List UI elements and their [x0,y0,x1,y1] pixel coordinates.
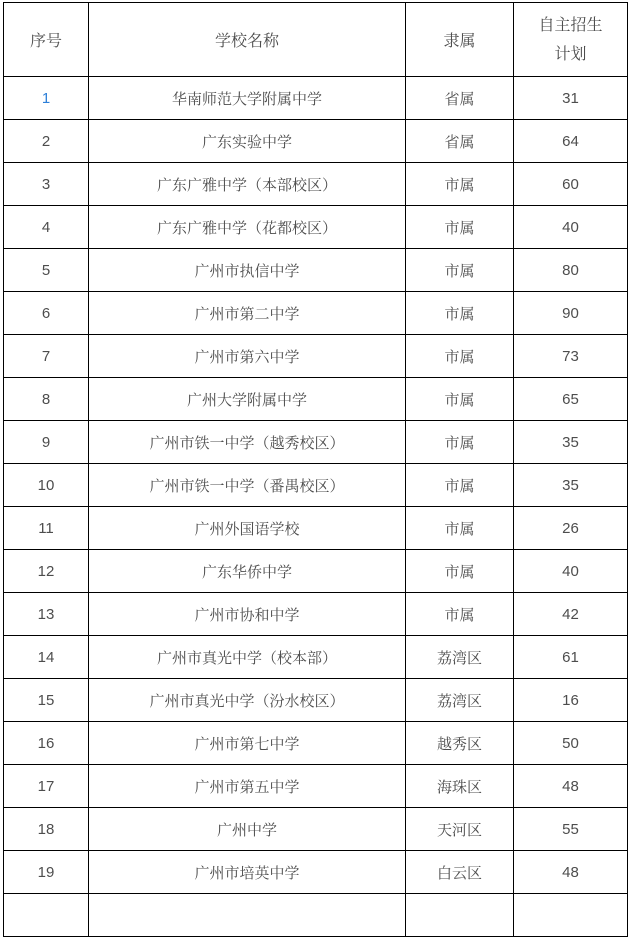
empty-cell [4,894,89,937]
affiliation-cell: 荔湾区 [406,636,514,679]
header-school-name [89,3,406,77]
table-row [4,249,628,292]
table-row [4,378,628,421]
header-plan-label-line2: 计划 [554,45,587,63]
row-index-cell: 14 [4,636,89,679]
table-row [4,722,628,765]
plan-count-cell: 80 [514,249,628,292]
plan-count-cell: 40 [514,206,628,249]
partial-row [4,894,628,937]
plan-count-cell: 90 [514,292,628,335]
table-row [4,206,628,249]
plan-count-cell: 65 [514,378,628,421]
row-index-cell: 8 [4,378,89,421]
row-index-cell: 2 [4,120,89,163]
plan-count-cell: 48 [514,765,628,808]
row-index-cell: 7 [4,335,89,378]
header-affiliation [406,3,514,77]
affiliation-cell: 市属 [406,593,514,636]
affiliation-cell: 市属 [406,464,514,507]
affiliation-cell: 省属 [406,120,514,163]
affiliation-cell: 省属 [406,77,514,120]
row-index-cell: 19 [4,851,89,894]
school-name-cell: 广州市铁一中学（越秀校区） [89,421,406,464]
affiliation-cell: 市属 [406,206,514,249]
empty-cell [89,894,406,937]
school-name-cell: 广州市真光中学（校本部） [89,636,406,679]
affiliation-cell: 海珠区 [406,765,514,808]
schools-table [3,2,628,937]
table-row [4,421,628,464]
school-name-cell: 广东华侨中学 [89,550,406,593]
plan-count-cell: 50 [514,722,628,765]
header-school-name-label: 学校名称 [214,33,279,50]
row-index-cell: 17 [4,765,89,808]
affiliation-cell: 市属 [406,550,514,593]
table-row [4,851,628,894]
plan-count-cell: 42 [514,593,628,636]
table-row [4,550,628,593]
plan-count-cell: 60 [514,163,628,206]
table-row [4,636,628,679]
school-name-cell: 华南师范大学附属中学 [89,77,406,120]
affiliation-cell: 市属 [406,292,514,335]
row-index-cell: 12 [4,550,89,593]
table-row [4,292,628,335]
table-row [4,507,628,550]
header-index-label: 序号 [29,33,62,50]
table-row [4,120,628,163]
school-name-cell: 广东广雅中学（本部校区） [89,163,406,206]
row-index-cell: 9 [4,421,89,464]
school-name-cell: 广州中学 [89,808,406,851]
plan-count-cell: 26 [514,507,628,550]
row-index-cell: 3 [4,163,89,206]
plan-count-cell: 64 [514,120,628,163]
row-index-cell: 11 [4,507,89,550]
header-plan-label-line1: 自主招生 [538,16,603,34]
row-index-cell: 5 [4,249,89,292]
table-row [4,77,628,120]
plan-count-cell: 48 [514,851,628,894]
school-name-cell: 广州市第六中学 [89,335,406,378]
school-name-cell: 广州市第七中学 [89,722,406,765]
table-row [4,808,628,851]
plan-count-cell: 16 [514,679,628,722]
plan-count-cell: 35 [514,421,628,464]
school-name-cell: 广州外国语学校 [89,507,406,550]
school-name-cell: 广东广雅中学（花都校区） [89,206,406,249]
school-name-cell: 广州市铁一中学（番禺校区） [89,464,406,507]
table-row [4,464,628,507]
table-row [4,765,628,808]
school-name-cell: 广州大学附属中学 [89,378,406,421]
plan-count-cell: 40 [514,550,628,593]
row-index-cell: 16 [4,722,89,765]
row-index-cell: 18 [4,808,89,851]
affiliation-cell: 市属 [406,163,514,206]
school-name-cell: 广东实验中学 [89,120,406,163]
header-index [4,3,89,77]
school-name-cell: 广州市第二中学 [89,292,406,335]
header-affiliation-label: 隶属 [443,33,476,50]
plan-count-cell: 61 [514,636,628,679]
school-name-cell: 广州市执信中学 [89,249,406,292]
plan-count-cell: 73 [514,335,628,378]
row-index-cell: 10 [4,464,89,507]
affiliation-cell: 荔湾区 [406,679,514,722]
affiliation-cell: 市属 [406,249,514,292]
affiliation-cell: 市属 [406,507,514,550]
affiliation-cell: 天河区 [406,808,514,851]
affiliation-cell: 市属 [406,421,514,464]
empty-cell [406,894,514,937]
table-row [4,679,628,722]
school-name-cell: 广州市真光中学（汾水校区） [89,679,406,722]
plan-count-cell: 35 [514,464,628,507]
header-row [4,3,628,77]
empty-cell [514,894,628,937]
row-index-link[interactable]: 1 [4,77,89,120]
school-name-cell: 广州市培英中学 [89,851,406,894]
school-name-cell: 广州市协和中学 [89,593,406,636]
header-plan [514,3,628,77]
plan-count-cell: 31 [514,77,628,120]
school-name-cell: 广州市第五中学 [89,765,406,808]
affiliation-cell: 市属 [406,335,514,378]
row-index-cell: 15 [4,679,89,722]
table-row [4,335,628,378]
row-index-cell: 13 [4,593,89,636]
row-index-cell: 6 [4,292,89,335]
row-index-cell: 4 [4,206,89,249]
affiliation-cell: 越秀区 [406,722,514,765]
affiliation-cell: 市属 [406,378,514,421]
plan-count-cell: 55 [514,808,628,851]
table-row [4,163,628,206]
table-row [4,593,628,636]
affiliation-cell: 白云区 [406,851,514,894]
